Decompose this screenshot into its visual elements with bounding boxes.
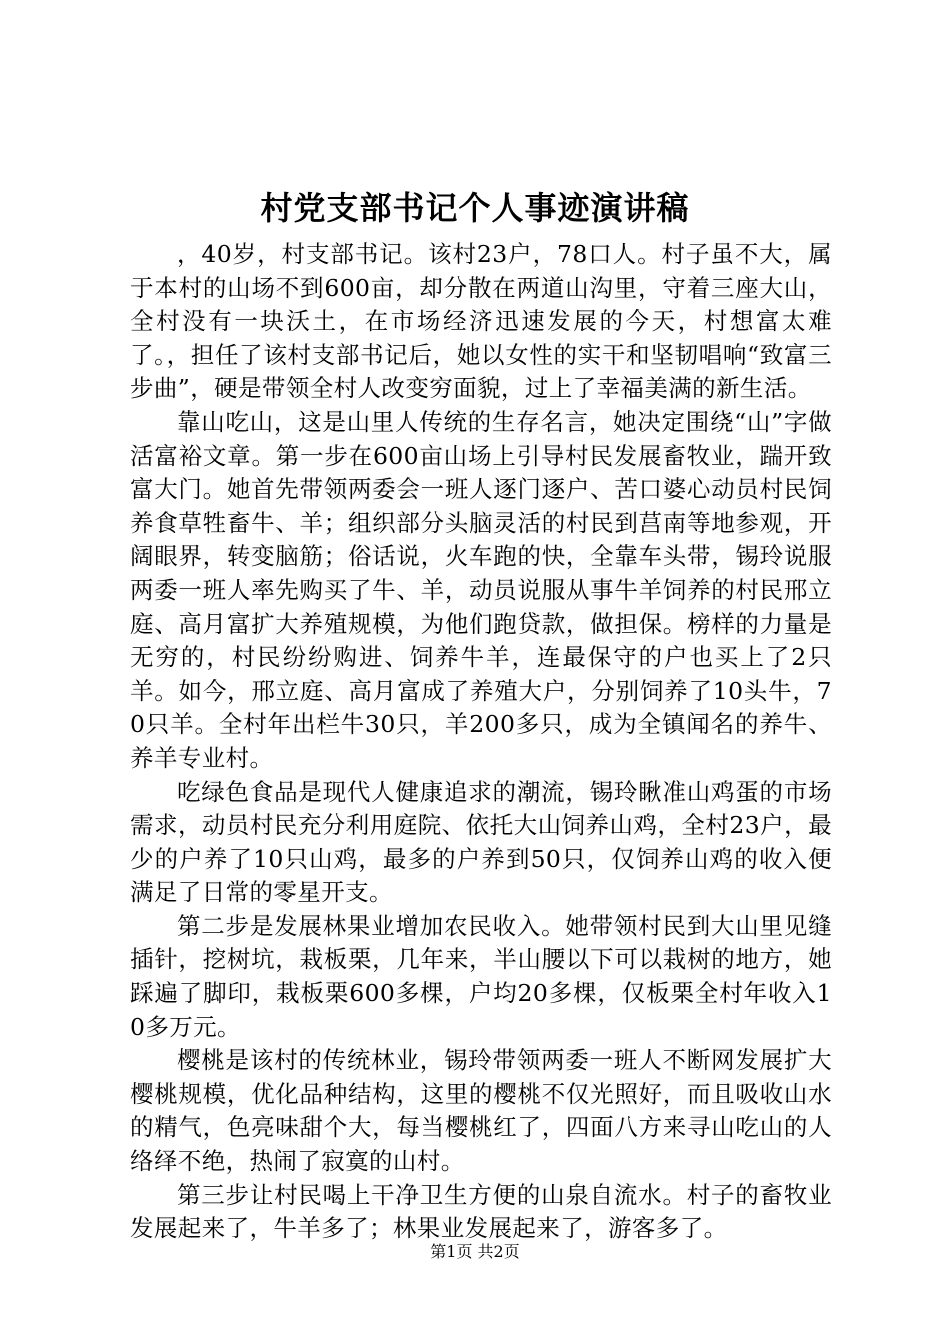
paragraph-5: 樱桃是该村的传统林业，锡玲带领两委一班人不断网发展扩大樱桃规模，优化品种结构，这里的樱桃不仅光照好，而且吸收山水的精气，色亮味甜个大，每当樱桃红了，四面八方来寻山吃山的人络绎不绝，热闹了寂寞的山村。 — [130, 1046, 832, 1176]
document-body — [130, 238, 832, 1246]
paragraph-3: 吃绿色食品是现代人健康追求的潮流，锡玲瞅准山鸡蛋的市场需求，动员村民充分利用庭院、依托大山饲养山鸡，全村23户，最少的户养了10只山鸡，最多的户养到50只，仅饲养山鸡的收入便满足了日常的零星开支。 — [130, 777, 832, 907]
page-number-footer: 第1页 共2页 — [430, 1242, 520, 1261]
paragraph-6: 第三步让村民喝上干净卫生方便的山泉自流水。村子的畜牧业发展起来了，牛羊多了；林果业发展起来了，游客多了。 — [130, 1180, 832, 1243]
paragraph-4: 第二步是发展林果业增加农民收入。她带领村民到大山里见缝插针，挖树坑，栽板栗，几年来，半山腰以下可以栽树的地方，她踩遍了脚印，栽板栗600多棵，户均20多棵，仅板栗全村年收入10多万元。 — [130, 911, 832, 1041]
paragraph-1: ，40岁，村支部书记。该村23户，78口人。村子虽不大，属于本村的山场不到600亩，却分散在两道山沟里，守着三座大山，全村没有一块沃土，在市场经济迅速发展的今天，村想富太难了。，担任了该村支部书记后，她以女性的实干和坚韧唱响“致富三步曲”，硬是带领全村人改变穷面貌，过上了幸福美满的新生活。 — [130, 240, 832, 403]
paragraph-2: 靠山吃山，这是山里人传统的生存名言，她决定围绕“山”字做活富裕文章。第一步在600亩山场上引导村民发展畜牧业，踹开致富大门。她首先带领两委会一班人逐门逐户、苦口婆心动员村民饲养食草牲畜牛、羊；组织部分头脑灵活的村民到莒南等地参观，开阔眼界，转变脑筋；俗话说，火车跑的快，全靠车头带，锡玲说服两委一班人率先购买了牛、羊，动员说服从事牛羊饲养的村民邢立庭、高月富扩大养殖规模，为他们跑贷款，做担保。榜样的力量是无穷的，村民纷纷购进、饲养牛羊，连最保守的户也买上了2只羊。如今，邢立庭、高月富成了养殖大户，分别饲养了10头牛，70只羊。全村年出栏牛30只，羊200多只，成为全镇闻名的养牛、养羊专业村。 — [130, 407, 832, 772]
document-title: 村党支部书记个人事迹演讲稿 — [260, 189, 690, 227]
